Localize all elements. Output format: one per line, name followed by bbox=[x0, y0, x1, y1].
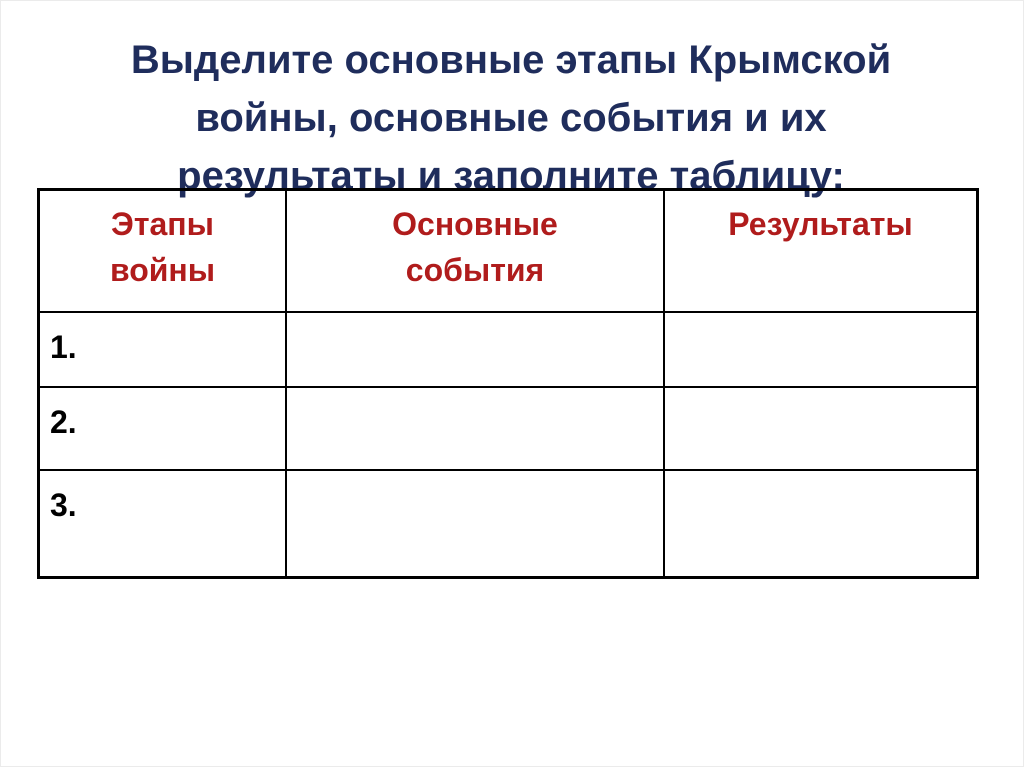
table-header-row bbox=[40, 191, 976, 312]
title-line-2: войны, основные события и их bbox=[195, 96, 827, 140]
title-line-3: результаты и заполните таблицу: bbox=[177, 154, 845, 198]
results-cell-2[interactable] bbox=[664, 387, 976, 470]
header-cell-results bbox=[664, 191, 976, 312]
header-stages: Этапы войны bbox=[109, 206, 216, 288]
stage-number-2: 2. bbox=[50, 404, 77, 440]
results-cell-3[interactable] bbox=[664, 470, 976, 576]
events-cell-1[interactable] bbox=[286, 312, 664, 387]
table-row bbox=[40, 312, 976, 387]
stage-cell-3[interactable] bbox=[40, 470, 286, 576]
stage-number-3: 3. bbox=[50, 487, 77, 523]
events-cell-3[interactable] bbox=[286, 470, 664, 576]
stage-cell-1[interactable] bbox=[40, 312, 286, 387]
header-cell-stages bbox=[40, 191, 286, 312]
results-cell-1[interactable] bbox=[664, 312, 976, 387]
stages-table bbox=[40, 191, 976, 576]
slide-title bbox=[41, 31, 981, 205]
header-results: Результаты bbox=[728, 206, 913, 242]
title-line-1: Выделите основные этапы Крымской bbox=[130, 38, 892, 82]
stages-table-frame bbox=[37, 188, 979, 579]
header-cell-events bbox=[286, 191, 664, 312]
stage-number-1: 1. bbox=[50, 329, 77, 365]
table-row bbox=[40, 470, 976, 576]
events-cell-2[interactable] bbox=[286, 387, 664, 470]
header-events: Основные события bbox=[392, 206, 558, 288]
table-row bbox=[40, 387, 976, 470]
stage-cell-2[interactable] bbox=[40, 387, 286, 470]
